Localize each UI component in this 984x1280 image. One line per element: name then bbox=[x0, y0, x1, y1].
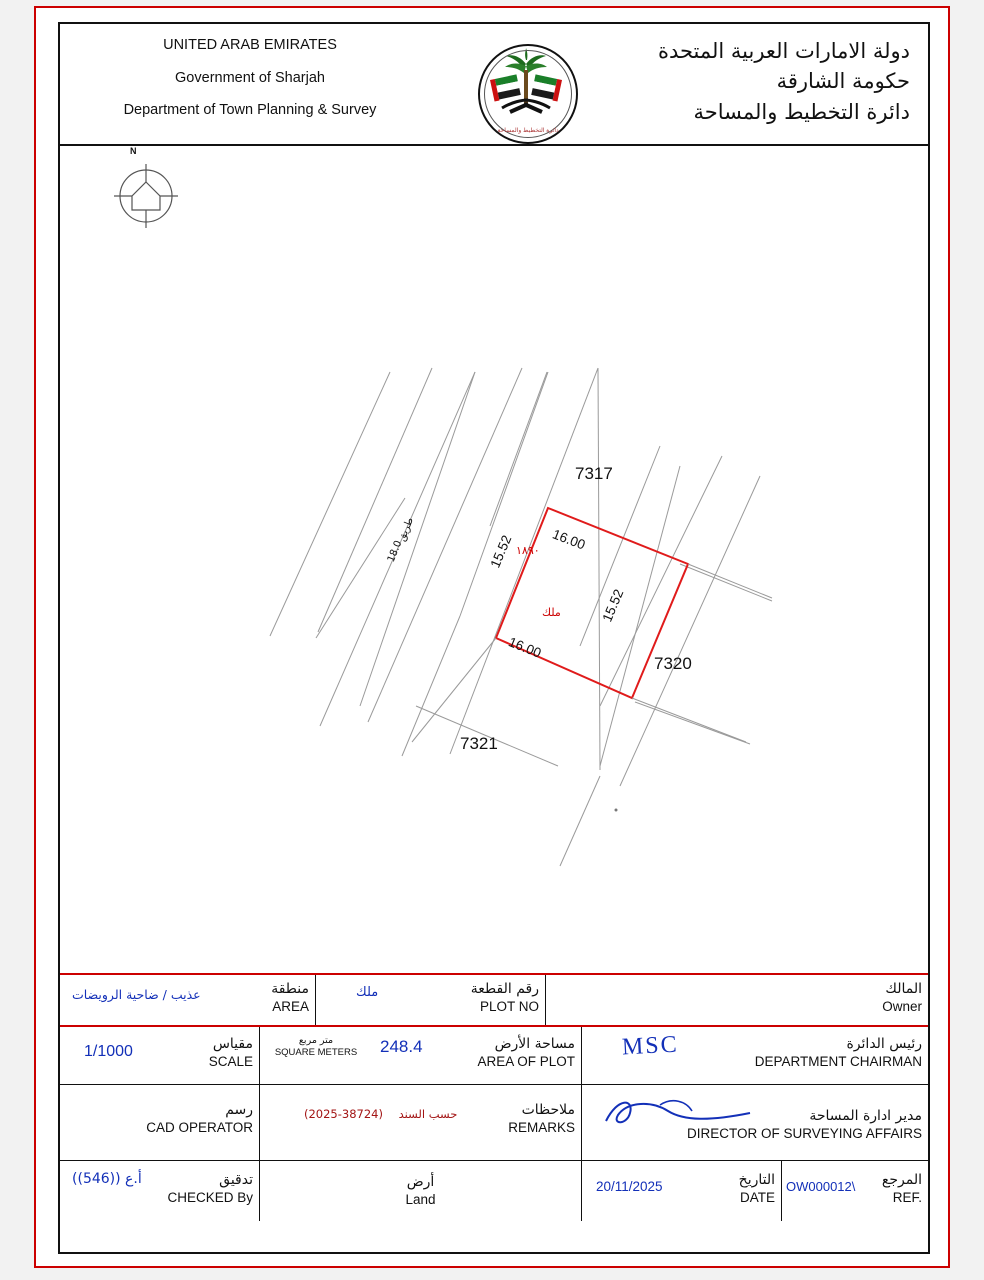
square-meters-label-ar: متر مربع bbox=[298, 1035, 334, 1046]
header-country-en: UNITED ARAB EMIRATES bbox=[163, 37, 337, 53]
header-department-ar: دائرة التخطيط والمساحة bbox=[693, 99, 910, 124]
chairman-signature: MSC bbox=[621, 1031, 680, 1061]
area-of-plot-label-ar: مساحة الأرض bbox=[494, 1036, 575, 1052]
neighbour-plot-7317: 7317 bbox=[575, 464, 613, 483]
scale-label-en: SCALE bbox=[208, 1054, 253, 1070]
plot-no-value: ملك bbox=[356, 985, 379, 1000]
area-of-plot-label-en: AREA OF PLOT bbox=[477, 1054, 575, 1070]
cell-checked-by bbox=[60, 1161, 260, 1221]
emblem-caption: دائرة التخطيط والمساحة bbox=[497, 128, 559, 134]
checked-by-value: أ.ع ((546)) bbox=[72, 1171, 142, 1187]
survey-sheet bbox=[34, 6, 950, 1268]
date-label-en: DATE bbox=[739, 1190, 775, 1206]
cadastral-map-area bbox=[60, 146, 928, 975]
owner-label-en: Owner bbox=[882, 998, 922, 1014]
remarks-value-ref: (2025-38724) bbox=[304, 1107, 383, 1121]
cell-department-chairman bbox=[582, 1027, 928, 1084]
ref-value: OW000012\ bbox=[786, 1179, 856, 1194]
cell-plot-no bbox=[316, 975, 546, 1025]
ref-label-en: REF. bbox=[892, 1190, 922, 1206]
plot-no-label-en: PLOT NO bbox=[479, 998, 539, 1014]
table-row bbox=[60, 1085, 928, 1161]
cad-operator-label-ar: رسم bbox=[225, 1102, 253, 1118]
land-label-ar: أرض bbox=[406, 1174, 435, 1190]
cell-land-type bbox=[260, 1161, 582, 1221]
info-table bbox=[60, 975, 928, 1252]
chairman-label-ar: رئيس الدائرة bbox=[846, 1036, 922, 1052]
cad-operator-label-en: CAD OPERATOR bbox=[146, 1120, 253, 1136]
checked-by-label-en: CHECKED By bbox=[167, 1190, 253, 1206]
plot-number-inside: ١٨٩٠ bbox=[516, 544, 540, 557]
header-government-en: Government of Sharjah bbox=[175, 69, 325, 86]
remarks-label-en: REMARKS bbox=[508, 1120, 575, 1136]
sheet-inner-border bbox=[58, 22, 930, 1254]
land-label-en: Land bbox=[405, 1192, 436, 1208]
cell-area-of-plot bbox=[260, 1027, 582, 1084]
date-value: 20/11/2025 bbox=[596, 1179, 663, 1194]
cell-cad-operator bbox=[60, 1085, 260, 1160]
ref-label-ar: المرجع bbox=[881, 1172, 922, 1188]
remarks-value-ar: حسب السند bbox=[398, 1107, 458, 1121]
table-row bbox=[60, 1161, 928, 1221]
director-label-ar: مدير ادارة المساحة bbox=[809, 1108, 922, 1124]
scale-label-ar: مقياس bbox=[212, 1036, 253, 1052]
owner-label-ar: المالك bbox=[885, 981, 922, 997]
chairman-label-en: DEPARTMENT CHAIRMAN bbox=[754, 1054, 922, 1070]
plot-no-label-ar: رقم القطعة bbox=[470, 981, 539, 997]
cell-ref bbox=[782, 1161, 928, 1221]
road-text-label: طريق bbox=[396, 516, 417, 543]
cell-area bbox=[60, 975, 316, 1025]
area-value: عذيب / ضاحية الرويضات bbox=[72, 987, 201, 1002]
neighbour-plot-7321: 7321 bbox=[460, 734, 498, 753]
neighbour-plot-7320: 7320 bbox=[654, 654, 692, 673]
remarks-label-ar: ملاحظات bbox=[521, 1102, 575, 1118]
cell-scale bbox=[60, 1027, 260, 1084]
cell-owner bbox=[546, 975, 928, 1025]
table-row bbox=[60, 975, 928, 1027]
sharjah-emblem-icon bbox=[478, 44, 578, 144]
plot-dimension-left: 15.52 bbox=[487, 533, 515, 570]
road-width-label: 18.0 bbox=[385, 539, 405, 564]
north-label: N bbox=[130, 146, 137, 156]
director-label-en: DIRECTOR OF SURVEYING AFFAIRS bbox=[686, 1126, 922, 1142]
header-arabic-block bbox=[580, 36, 910, 127]
table-row bbox=[60, 1027, 928, 1085]
cell-director-surveying bbox=[582, 1085, 928, 1160]
cell-remarks bbox=[260, 1085, 582, 1160]
plot-dimension-right: 15.52 bbox=[599, 587, 627, 624]
document-header bbox=[60, 24, 928, 146]
header-government-ar: حكومة الشارقة bbox=[776, 69, 910, 94]
plot-dimension-bottom: 16.00 bbox=[506, 634, 544, 661]
header-country-ar: دولة الامارات العربية المتحدة bbox=[657, 39, 910, 63]
plot-use-inside: ملك bbox=[542, 606, 561, 619]
square-meters-label-en: SQUARE METERS bbox=[274, 1046, 358, 1058]
area-label-ar: منطقة bbox=[271, 981, 309, 997]
director-signature bbox=[600, 1091, 780, 1139]
header-department-en: Department of Town Planning & Survey bbox=[123, 102, 377, 118]
header-english-block bbox=[60, 38, 440, 136]
plot-dimension-top: 16.00 bbox=[550, 526, 588, 553]
scale-value: 1/1000 bbox=[84, 1043, 133, 1060]
date-label-ar: التاريخ bbox=[738, 1172, 775, 1188]
area-label-en: AREA bbox=[272, 998, 309, 1014]
area-of-plot-value: 248.4 bbox=[380, 1037, 423, 1056]
checked-by-label-ar: تدقيق bbox=[219, 1172, 253, 1188]
cell-date bbox=[582, 1161, 782, 1221]
